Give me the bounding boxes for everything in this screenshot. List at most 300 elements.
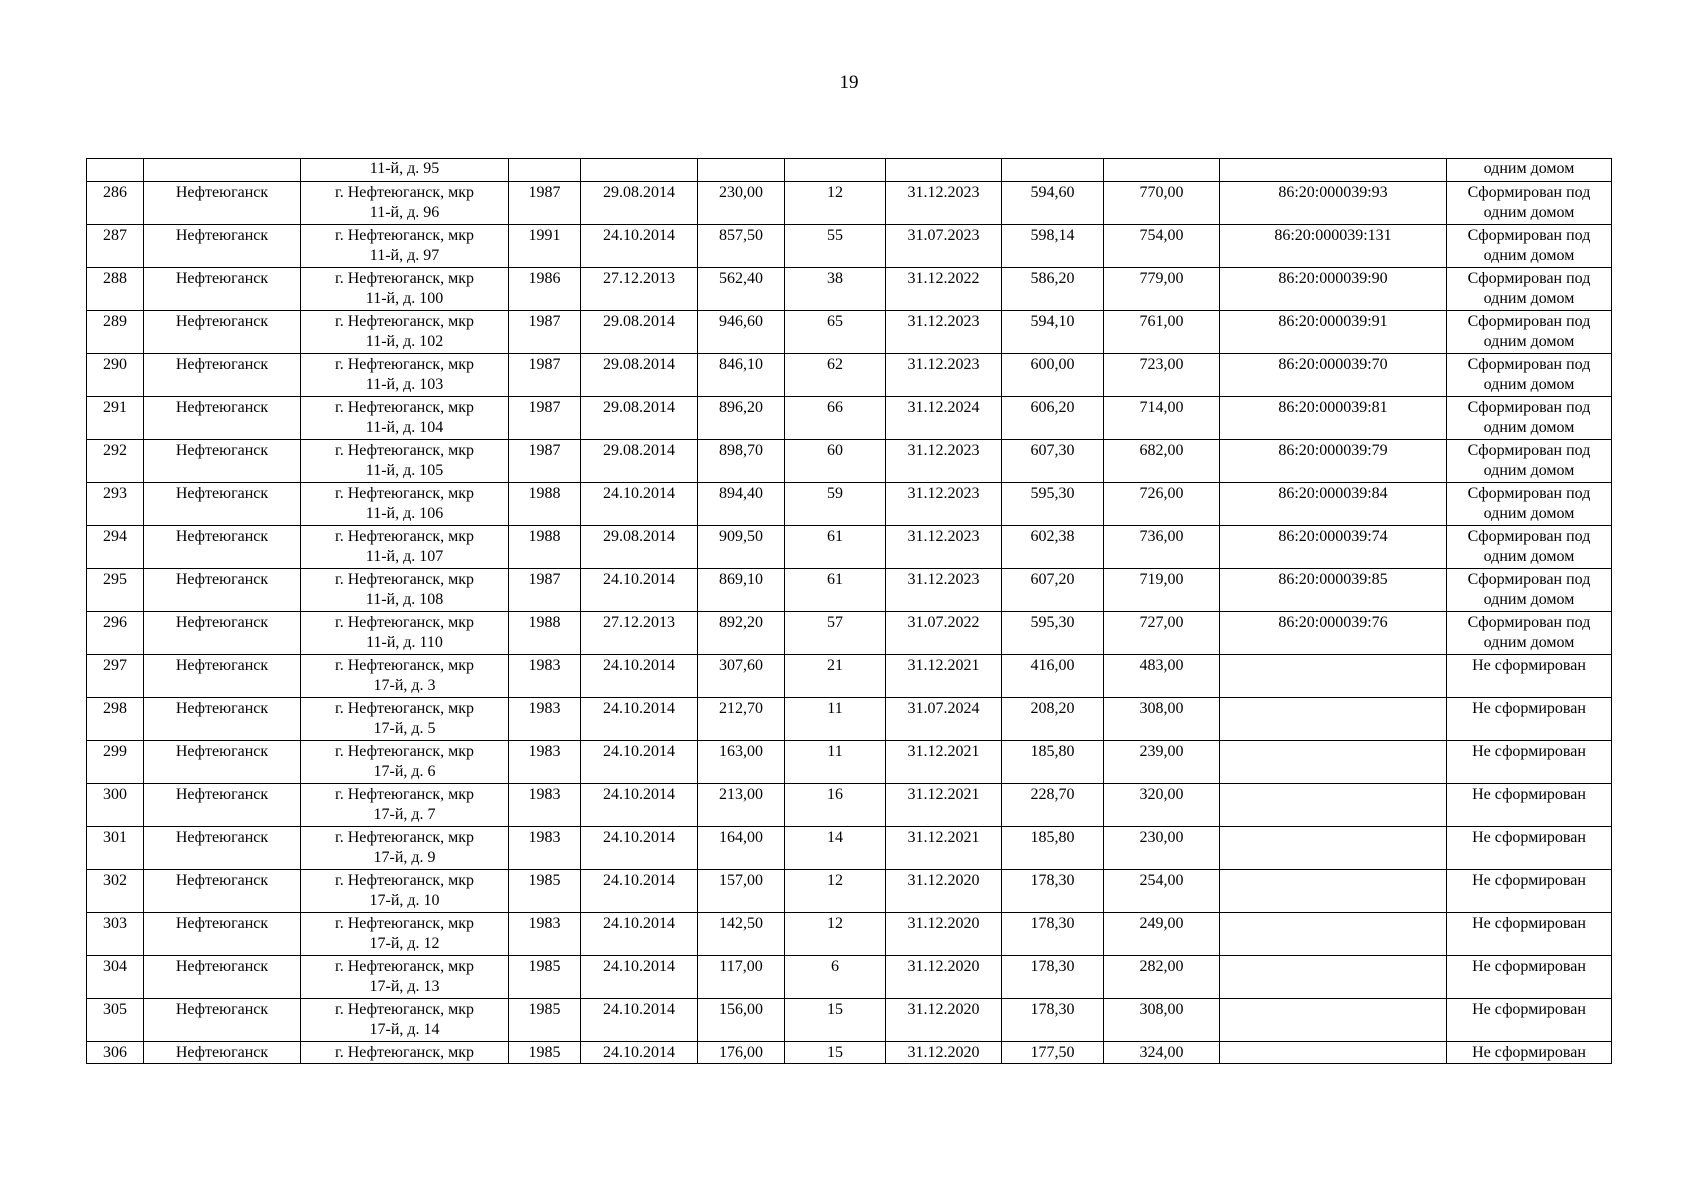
row-number-cell (87, 999, 144, 1042)
city-cell (144, 870, 301, 913)
deadline-cell-line: 31.12.2023 (907, 184, 980, 201)
city-cell (144, 397, 301, 440)
deadline-cell (886, 354, 1002, 397)
value2-cell (1104, 483, 1220, 526)
row-number-cell-line: 286 (103, 184, 127, 201)
status-cell-line: Сформирован под (1467, 270, 1591, 287)
address-cell-line: г. Нефтеюганск, мкр (334, 356, 475, 373)
value2-cell (1104, 440, 1220, 483)
status-cell-line: Сформирован под (1467, 442, 1591, 459)
value1-cell-line: 598,14 (1030, 227, 1075, 244)
address-cell-line: г. Нефтеюганск, мкр (334, 399, 475, 416)
deadline-cell (886, 440, 1002, 483)
year-cell-line: 1985 (528, 1044, 561, 1061)
table-cell: одним домом (1447, 159, 1612, 182)
value2-cell-line: 761,00 (1139, 313, 1184, 330)
residents-cell (785, 483, 886, 526)
cadastral-cell (1220, 999, 1447, 1042)
residents-cell-line: 12 (827, 184, 843, 201)
area-cell (698, 569, 785, 612)
date-cell-line: 27.12.2013 (603, 270, 675, 287)
value2-cell-line: 320,00 (1139, 786, 1184, 803)
residents-cell-line: 38 (827, 270, 843, 287)
year-cell (509, 311, 581, 354)
address-cell-line: г. Нефтеюганск, мкр (334, 184, 475, 201)
table-row (87, 827, 1612, 870)
address-cell-line: 11-й, д. 108 (365, 591, 444, 608)
year-cell (509, 569, 581, 612)
row-number-cell-line: 290 (103, 356, 127, 373)
table-cell: 11-й, д. 95 (301, 159, 509, 182)
date-cell (581, 311, 698, 354)
deadline-cell-line: 31.12.2021 (907, 829, 980, 846)
status-cell-line: одним домом (1483, 376, 1575, 393)
value1-cell (1002, 569, 1104, 612)
table-cell (698, 159, 785, 182)
date-cell (581, 741, 698, 784)
status-cell (1447, 741, 1612, 784)
date-cell (581, 827, 698, 870)
value1-cell-line: 178,30 (1030, 872, 1075, 889)
cadastral-cell (1220, 1042, 1447, 1064)
address-cell (301, 999, 509, 1042)
status-cell-line: Не сформирован (1472, 872, 1586, 889)
address-cell-line: 11-й, д. 96 (369, 204, 440, 221)
year-cell (509, 827, 581, 870)
status-cell (1447, 655, 1612, 698)
area-cell-line: 163,00 (719, 743, 763, 760)
city-cell-line: Нефтеюганск (175, 528, 269, 545)
table-row (87, 655, 1612, 698)
residents-cell (785, 784, 886, 827)
address-cell (301, 827, 509, 870)
year-cell (509, 784, 581, 827)
year-cell (509, 870, 581, 913)
year-cell (509, 397, 581, 440)
status-cell (1447, 698, 1612, 741)
city-cell-line: Нефтеюганск (175, 1044, 269, 1061)
area-cell-line: 212,70 (719, 700, 763, 717)
status-cell (1447, 440, 1612, 483)
address-cell-line: 11-й, д. 110 (366, 634, 443, 651)
deadline-cell (886, 784, 1002, 827)
table-cell (144, 159, 301, 182)
area-cell (698, 440, 785, 483)
cadastral-cell-line (1220, 827, 1446, 828)
residents-cell-line: 15 (827, 1001, 843, 1018)
year-cell (509, 483, 581, 526)
deadline-cell-line: 31.12.2024 (907, 399, 980, 416)
table-row (87, 870, 1612, 913)
row-number-cell (87, 655, 144, 698)
date-cell (581, 1042, 698, 1064)
value2-cell (1104, 956, 1220, 999)
table-row (87, 440, 1612, 483)
date-cell-line: 24.10.2014 (603, 485, 675, 502)
row-number-cell (87, 483, 144, 526)
deadline-cell (886, 612, 1002, 655)
table-row (87, 225, 1612, 268)
year-cell-line: 1985 (528, 1001, 561, 1018)
status-cell-line: одним домом (1483, 505, 1575, 522)
city-cell (144, 440, 301, 483)
address-cell-line: г. Нефтеюганск, мкр (334, 442, 475, 459)
residents-cell (785, 182, 886, 225)
value1-cell-line: 607,30 (1030, 442, 1075, 459)
row-number-cell-line: 287 (103, 227, 127, 244)
cadastral-cell (1220, 784, 1447, 827)
year-cell (509, 956, 581, 999)
address-cell-line: г. Нефтеюганск, мкр (334, 571, 475, 588)
date-cell-line: 29.08.2014 (603, 528, 675, 545)
table-row-continued (87, 159, 1612, 182)
value1-cell (1002, 526, 1104, 569)
row-number-cell (87, 784, 144, 827)
year-cell-line: 1983 (528, 743, 561, 760)
area-cell-line: 894,40 (719, 485, 763, 502)
cadastral-cell-line: 86:20:000039:76 (1278, 614, 1388, 631)
cadastral-cell (1220, 956, 1447, 999)
area-cell-line: 909,50 (719, 528, 763, 545)
table-row (87, 311, 1612, 354)
residents-cell-line: 12 (827, 915, 843, 932)
status-cell-line: одним домом (1483, 247, 1575, 264)
status-cell-line: Сформирован под (1467, 571, 1591, 588)
deadline-cell (886, 569, 1002, 612)
area-cell-line: 898,70 (719, 442, 763, 459)
residents-cell-line: 6 (831, 958, 839, 975)
year-cell (509, 698, 581, 741)
address-cell (301, 354, 509, 397)
cadastral-cell (1220, 698, 1447, 741)
cadastral-cell-line: 86:20:000039:84 (1278, 485, 1388, 502)
status-cell-line: одним домом (1483, 290, 1575, 307)
deadline-cell (886, 526, 1002, 569)
value1-cell (1002, 311, 1104, 354)
row-number-cell-line: 297 (103, 657, 127, 674)
area-cell (698, 526, 785, 569)
value1-cell (1002, 612, 1104, 655)
row-number-cell-line: 300 (103, 786, 127, 803)
value2-cell (1104, 698, 1220, 741)
address-cell-line: г. Нефтеюганск, мкр (334, 829, 475, 846)
area-cell (698, 870, 785, 913)
date-cell-line: 24.10.2014 (603, 872, 675, 889)
residents-cell-line: 21 (827, 657, 843, 674)
cadastral-cell (1220, 483, 1447, 526)
area-cell-line: 164,00 (719, 829, 763, 846)
deadline-cell-line: 31.12.2020 (907, 958, 980, 975)
area-cell (698, 311, 785, 354)
value1-cell (1002, 225, 1104, 268)
address-cell-line: 11-й, д. 100 (365, 290, 444, 307)
area-cell-line: 307,60 (719, 657, 763, 674)
value1-cell-line: 595,30 (1030, 614, 1075, 631)
table-row (87, 182, 1612, 225)
cadastral-cell (1220, 440, 1447, 483)
date-cell-line: 29.08.2014 (603, 442, 675, 459)
value1-cell-line: 600,00 (1030, 356, 1075, 373)
deadline-cell-line: 31.12.2023 (907, 356, 980, 373)
deadline-cell (886, 397, 1002, 440)
deadline-cell (886, 225, 1002, 268)
value2-cell (1104, 354, 1220, 397)
row-number-cell (87, 354, 144, 397)
cadastral-cell (1220, 268, 1447, 311)
date-cell (581, 526, 698, 569)
cadastral-cell-line: 86:20:000039:79 (1278, 442, 1388, 459)
table-row (87, 913, 1612, 956)
cadastral-cell-line: 86:20:000039:85 (1278, 571, 1388, 588)
row-number-cell (87, 698, 144, 741)
residents-cell (785, 956, 886, 999)
date-cell (581, 354, 698, 397)
date-cell (581, 569, 698, 612)
status-cell-line: Сформирован под (1467, 485, 1591, 502)
residents-cell (785, 827, 886, 870)
city-cell (144, 655, 301, 698)
year-cell (509, 182, 581, 225)
address-cell-line: 11-й, д. 106 (365, 505, 444, 522)
address-cell-line: 17-й, д. 13 (369, 978, 440, 995)
deadline-cell-line: 31.12.2023 (907, 442, 980, 459)
address-cell-line: г. Нефтеюганск, мкр (334, 270, 475, 287)
address-cell-line: г. Нефтеюганск, мкр (334, 786, 475, 803)
year-cell (509, 440, 581, 483)
row-number-cell (87, 440, 144, 483)
address-cell-line: г. Нефтеюганск, мкр (334, 1001, 475, 1018)
table-cell (509, 159, 581, 182)
address-cell-line: 17-й, д. 10 (369, 892, 440, 909)
value1-cell-line: 606,20 (1030, 399, 1075, 416)
date-cell (581, 483, 698, 526)
year-cell (509, 655, 581, 698)
value1-cell-line: 602,38 (1030, 528, 1075, 545)
table-row (87, 483, 1612, 526)
row-number-cell-line: 296 (103, 614, 127, 631)
year-cell (509, 741, 581, 784)
status-cell (1447, 870, 1612, 913)
area-cell-line: 946,60 (719, 313, 763, 330)
deadline-cell-line: 31.12.2021 (907, 786, 980, 803)
value1-cell-line: 178,30 (1030, 1001, 1075, 1018)
value1-cell-line: 178,30 (1030, 958, 1075, 975)
city-cell-line: Нефтеюганск (175, 399, 269, 416)
year-cell-line: 1987 (528, 184, 561, 201)
cadastral-cell-line (1220, 741, 1446, 742)
address-cell-line: г. Нефтеюганск, мкр (334, 743, 475, 760)
address-cell-line: г. Нефтеюганск, мкр (334, 614, 475, 631)
status-cell-line: Сформирован под (1467, 227, 1591, 244)
table-cell (581, 159, 698, 182)
deadline-cell-line: 31.12.2023 (907, 485, 980, 502)
value2-cell (1104, 569, 1220, 612)
city-cell (144, 311, 301, 354)
row-number-cell-line: 301 (103, 829, 127, 846)
address-cell-line: 17-й, д. 14 (369, 1021, 440, 1038)
city-cell-line: Нефтеюганск (175, 829, 269, 846)
city-cell (144, 956, 301, 999)
deadline-cell (886, 655, 1002, 698)
city-cell-line: Нефтеюганск (175, 270, 269, 287)
city-cell-line: Нефтеюганск (175, 700, 269, 717)
address-cell-line: 17-й, д. 12 (369, 935, 440, 952)
residents-cell (785, 569, 886, 612)
date-cell-line: 24.10.2014 (603, 1044, 675, 1061)
value1-cell-line: 208,20 (1030, 700, 1075, 717)
date-cell (581, 870, 698, 913)
table-cell (1104, 159, 1220, 182)
value1-cell-line: 185,80 (1030, 829, 1075, 846)
city-cell-line: Нефтеюганск (175, 571, 269, 588)
row-number-cell (87, 741, 144, 784)
value2-cell (1104, 913, 1220, 956)
residents-cell-line: 61 (827, 528, 843, 545)
area-cell-line: 156,00 (719, 1001, 763, 1018)
status-cell (1447, 1042, 1612, 1064)
year-cell (509, 268, 581, 311)
value1-cell (1002, 354, 1104, 397)
value2-cell (1104, 311, 1220, 354)
status-cell-line: Сформирован под (1467, 184, 1591, 201)
year-cell-line: 1987 (528, 571, 561, 588)
city-cell (144, 1042, 301, 1064)
value1-cell-line: 594,10 (1030, 313, 1075, 330)
table-body (87, 159, 1612, 1064)
residents-cell (785, 655, 886, 698)
date-cell-line: 29.08.2014 (603, 184, 675, 201)
table-row (87, 956, 1612, 999)
value2-cell-line: 727,00 (1139, 614, 1184, 631)
area-cell (698, 182, 785, 225)
cadastral-cell-line (1220, 784, 1446, 785)
area-cell (698, 741, 785, 784)
row-number-cell (87, 268, 144, 311)
city-cell-line: Нефтеюганск (175, 313, 269, 330)
value1-cell (1002, 956, 1104, 999)
city-cell-line: Нефтеюганск (175, 743, 269, 760)
date-cell-line: 24.10.2014 (603, 657, 675, 674)
table-cell (1002, 159, 1104, 182)
address-cell (301, 483, 509, 526)
page-number: 19 (839, 72, 859, 93)
value1-cell (1002, 741, 1104, 784)
value2-cell-line: 770,00 (1139, 184, 1184, 201)
city-cell-line: Нефтеюганск (175, 356, 269, 373)
year-cell-line: 1988 (528, 528, 561, 545)
table-row (87, 526, 1612, 569)
area-cell-line: 142,50 (719, 915, 763, 932)
address-cell-line: г. Нефтеюганск, мкр (334, 657, 475, 674)
residents-cell-line: 59 (827, 485, 843, 502)
row-number-cell (87, 870, 144, 913)
date-cell (581, 999, 698, 1042)
area-cell (698, 612, 785, 655)
row-number-cell-line: 293 (103, 485, 127, 502)
row-number-cell-line: 305 (103, 1001, 127, 1018)
city-cell-line: Нефтеюганск (175, 1001, 269, 1018)
deadline-cell-line: 31.12.2023 (907, 571, 980, 588)
area-cell (698, 655, 785, 698)
value2-cell-line: 308,00 (1139, 700, 1184, 717)
area-cell (698, 999, 785, 1042)
area-cell-line: 213,00 (719, 786, 763, 803)
date-cell-line: 29.08.2014 (603, 356, 675, 373)
table-cell (87, 159, 144, 182)
city-cell-line: Нефтеюганск (175, 915, 269, 932)
date-cell-line: 24.10.2014 (603, 700, 675, 717)
value2-cell (1104, 1042, 1220, 1064)
date-cell (581, 268, 698, 311)
row-number-cell (87, 569, 144, 612)
year-cell-line: 1986 (528, 270, 561, 287)
value2-cell-line: 249,00 (1139, 915, 1184, 932)
residents-cell (785, 526, 886, 569)
row-number-cell-line: 298 (103, 700, 127, 717)
city-cell (144, 698, 301, 741)
table-cell (785, 159, 886, 182)
date-cell-line: 24.10.2014 (603, 571, 675, 588)
date-cell-line: 24.10.2014 (603, 227, 675, 244)
cadastral-cell-line (1220, 913, 1446, 914)
area-cell-line: 562,40 (719, 270, 763, 287)
address-cell-line: 17-й, д. 6 (373, 763, 436, 780)
status-cell (1447, 569, 1612, 612)
address-cell-line: 11-й, д. 102 (365, 333, 444, 350)
deadline-cell-line: 31.12.2020 (907, 1044, 980, 1061)
date-cell (581, 655, 698, 698)
residents-cell-line: 65 (827, 313, 843, 330)
area-cell (698, 956, 785, 999)
table-row (87, 354, 1612, 397)
status-cell (1447, 182, 1612, 225)
city-cell-line: Нефтеюганск (175, 872, 269, 889)
cadastral-cell-line (1220, 1042, 1446, 1043)
year-cell-line: 1985 (528, 958, 561, 975)
status-cell (1447, 268, 1612, 311)
residents-cell (785, 225, 886, 268)
city-cell-line: Нефтеюганск (175, 786, 269, 803)
address-cell (301, 612, 509, 655)
status-cell-line: Не сформирован (1472, 786, 1586, 803)
address-cell-line: 11-й, д. 105 (365, 462, 444, 479)
area-cell (698, 225, 785, 268)
residents-cell (785, 268, 886, 311)
residents-cell-line: 57 (827, 614, 843, 631)
area-cell-line: 157,00 (719, 872, 763, 889)
residents-cell-line: 16 (827, 786, 843, 803)
row-number-cell-line: 292 (103, 442, 127, 459)
year-cell (509, 1042, 581, 1064)
value2-cell (1104, 526, 1220, 569)
value2-cell-line: 723,00 (1139, 356, 1184, 373)
city-cell (144, 827, 301, 870)
residents-cell-line: 55 (827, 227, 843, 244)
address-cell (301, 870, 509, 913)
address-cell-line: 11-й, д. 97 (369, 247, 440, 264)
residents-cell (785, 397, 886, 440)
residents-cell (785, 870, 886, 913)
cadastral-cell (1220, 870, 1447, 913)
address-cell-line: 11-й, д. 107 (365, 548, 444, 565)
value1-cell (1002, 698, 1104, 741)
status-cell (1447, 999, 1612, 1042)
row-number-cell (87, 913, 144, 956)
deadline-cell-line: 31.07.2024 (907, 700, 980, 717)
row-number-cell (87, 956, 144, 999)
value1-cell (1002, 784, 1104, 827)
cadastral-cell-line (1220, 999, 1446, 1000)
